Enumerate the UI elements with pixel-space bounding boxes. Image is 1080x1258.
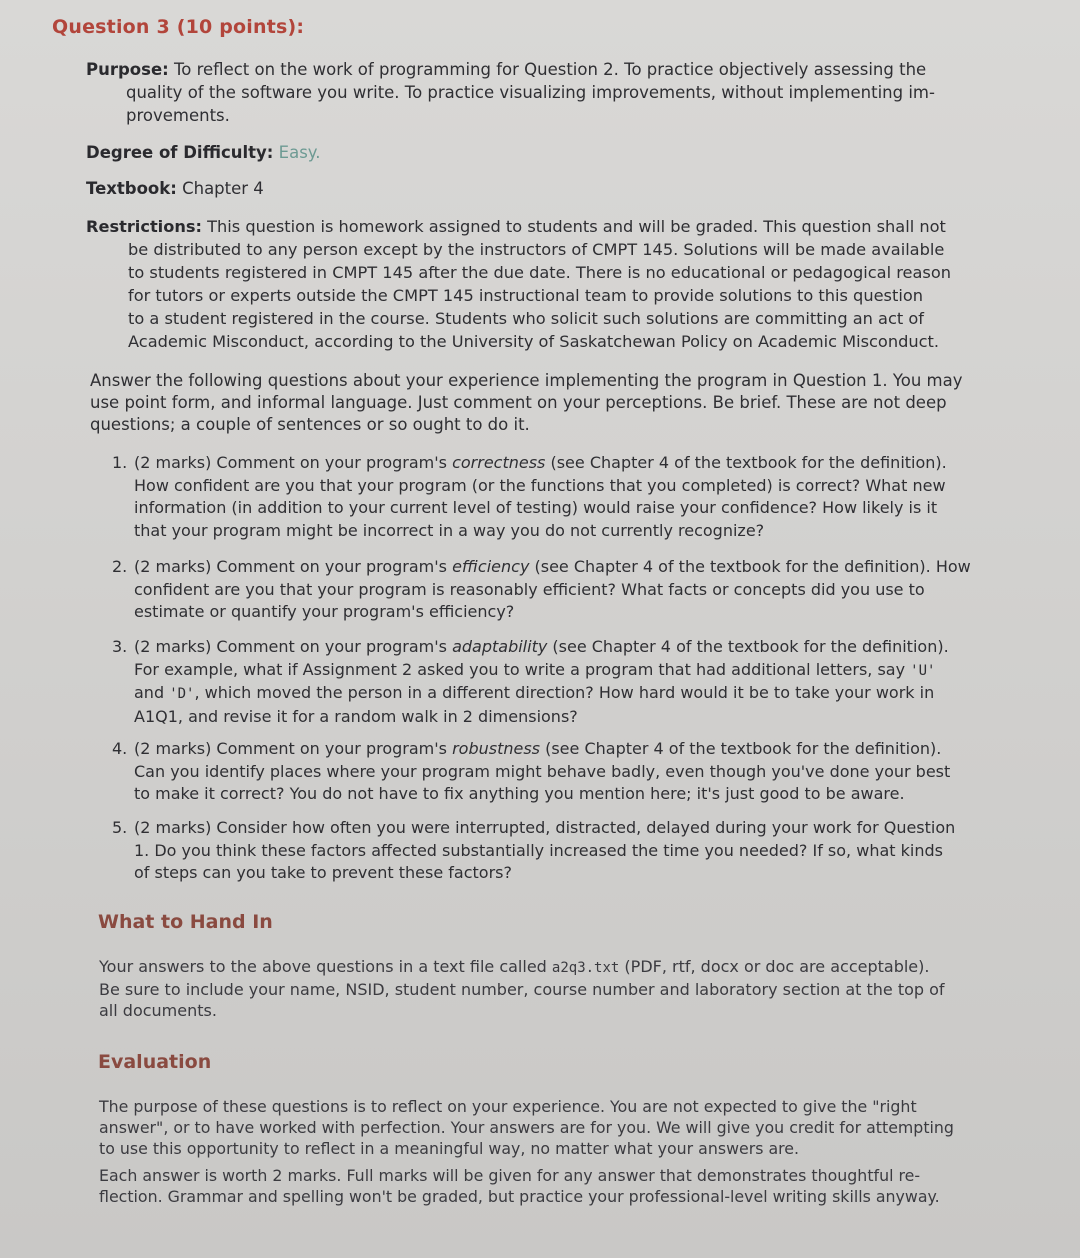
- question-line: Can you identify places where your program might behave badly, even though you've done your best: [134, 761, 951, 781]
- question-line: , which moved the person in a different direction? How hard would it be to take your work in: [194, 683, 935, 702]
- question-line: that your program might be incorrect in a way you do not currently recognize?: [134, 520, 765, 540]
- purpose-label: Purpose:: [86, 60, 169, 79]
- question-term: robustness: [452, 739, 541, 758]
- question-text: (see Chapter 4 of the textbook for the definition).: [547, 637, 949, 656]
- question-line: of steps can you take to prevent these factors?: [134, 863, 512, 882]
- hand-in-text: [99, 956, 979, 1021]
- restrictions-line-5: to a student registered in the course. Students who solicit such solutions are committing an act of: [128, 309, 924, 328]
- intro-paragraph: [90, 370, 990, 436]
- purpose-block: [86, 58, 1006, 127]
- question-line: How confident are you that your program (or the functions that you completed) is correct? What new: [134, 475, 946, 495]
- question-line: confident are you that your program is reasonably efficient? What facts or concepts did you use to: [134, 579, 925, 599]
- question-text: (2 marks) Comment on your program's: [134, 739, 453, 758]
- difficulty-value: Easy.: [278, 143, 321, 162]
- question-text: (2 marks) Comment on your program's: [134, 453, 453, 472]
- restrictions-block: [86, 215, 1006, 353]
- question-line: and: [134, 683, 170, 702]
- question-number: 3.: [112, 637, 128, 656]
- difficulty-label: Degree of Difficulty:: [86, 143, 274, 162]
- question-text: (2 marks) Consider how often you were interrupted, distracted, delayed during your work for Question: [134, 818, 956, 837]
- hand-in-line: Your answers to the above questions in a text file called: [99, 957, 552, 976]
- hand-in-line: all documents.: [99, 1001, 217, 1020]
- question-line: to make it correct? You do not have to fix anything you mention here; it's just good to be aware.: [134, 784, 905, 803]
- purpose-line-2: quality of the software you write. To practice visualizing improvements, without implementing im-: [126, 83, 935, 102]
- restrictions-label: Restrictions:: [86, 217, 202, 236]
- question-text: (see Chapter 4 of the textbook for the definition).: [545, 453, 947, 472]
- evaluation-text: [99, 1096, 979, 1207]
- question-line: For example, what if Assignment 2 asked you to write a program that had additional letters, say: [134, 659, 911, 679]
- restrictions-line-2: be distributed to any person except by the instructors of CMPT 145. Solutions will be made available: [128, 240, 945, 259]
- evaluation-line: flection. Grammar and spelling won't be graded, but practice your professional-level writing skills anyway.: [99, 1187, 940, 1206]
- question-text: (2 marks) Comment on your program's: [134, 637, 453, 656]
- question-number: 5.: [112, 818, 128, 837]
- restrictions-line-4: for tutors or experts outside the CMPT 145 instructional team to provide solutions to this question: [128, 286, 923, 305]
- list-item: [112, 452, 982, 542]
- restrictions-line-1: This question is homework assigned to students and will be graded. This question shall not: [207, 217, 946, 236]
- filename-literal: a2q3.txt: [551, 960, 620, 976]
- purpose-line-1: To reflect on the work of programming for Question 2. To practice objectively assessing the: [173, 60, 927, 79]
- code-literal: 'U': [910, 662, 936, 679]
- evaluation-line: answer", or to have worked with perfection. Your answers are for you. We will give you credit for attempting: [99, 1118, 954, 1137]
- restrictions-line-6: Academic Misconduct, according to the University of Saskatchewan Policy on Academic Misconduct.: [128, 332, 940, 351]
- textbook-value: Chapter 4: [182, 179, 264, 198]
- intro-line-1: Answer the following questions about your experience implementing the program in Question 1. You may: [90, 371, 963, 390]
- question-number: 1.: [112, 453, 128, 472]
- question-text: (2 marks) Comment on your program's: [134, 557, 453, 576]
- textbook-block: [86, 177, 1006, 200]
- hand-in-line: (PDF, rtf, docx or doc are acceptable).: [619, 957, 930, 976]
- restrictions-line-3: to students registered in CMPT 145 after the due date. There is no educational or pedagogical reason: [128, 263, 952, 282]
- hand-in-line: Be sure to include your name, NSID, student number, course number and laboratory section at the top of: [99, 980, 945, 999]
- question-text: (see Chapter 4 of the textbook for the definition).: [540, 739, 942, 758]
- evaluation-line: The purpose of these questions is to reflect on your experience. You are not expected to give the "right: [99, 1097, 917, 1116]
- intro-line-2: use point form, and informal language. Just comment on your perceptions. Be brief. These are not deep: [90, 393, 947, 412]
- question-number: 2.: [112, 557, 128, 576]
- evaluation-heading: Evaluation: [98, 1051, 212, 1073]
- question-term: efficiency: [452, 557, 530, 576]
- list-item: [112, 556, 982, 624]
- question-line: 1. Do you think these factors affected substantially increased the time you needed? If so, what kinds: [134, 840, 943, 860]
- question-text: (see Chapter 4 of the textbook for the definition). How: [529, 557, 971, 576]
- question-term: adaptability: [452, 637, 548, 656]
- question-number: 4.: [112, 739, 128, 758]
- question-title: Question 3 (10 points):: [52, 16, 305, 38]
- question-line: information (in addition to your current level of testing) would raise your confidence? How likely is it: [134, 498, 938, 517]
- textbook-label: Textbook:: [86, 179, 177, 198]
- list-item: [112, 738, 982, 806]
- hand-in-heading: What to Hand In: [98, 911, 273, 933]
- list-item: [112, 636, 982, 728]
- intro-line-3: questions; a couple of sentences or so ought to do it.: [90, 415, 530, 434]
- list-item: [112, 817, 982, 885]
- question-term: correctness: [452, 453, 546, 472]
- evaluation-line: Each answer is worth 2 marks. Full marks will be given for any answer that demonstrates thoughtful re-: [99, 1166, 921, 1185]
- code-literal: 'D': [169, 686, 195, 702]
- evaluation-line: to use this opportunity to reflect in a meaningful way, no matter what your answers are.: [99, 1139, 800, 1158]
- difficulty-block: [86, 141, 1006, 164]
- question-line: A1Q1, and revise it for a random walk in 2 dimensions?: [134, 706, 578, 726]
- purpose-line-3: provements.: [126, 106, 230, 125]
- question-line: estimate or quantify your program's efficiency?: [134, 602, 515, 621]
